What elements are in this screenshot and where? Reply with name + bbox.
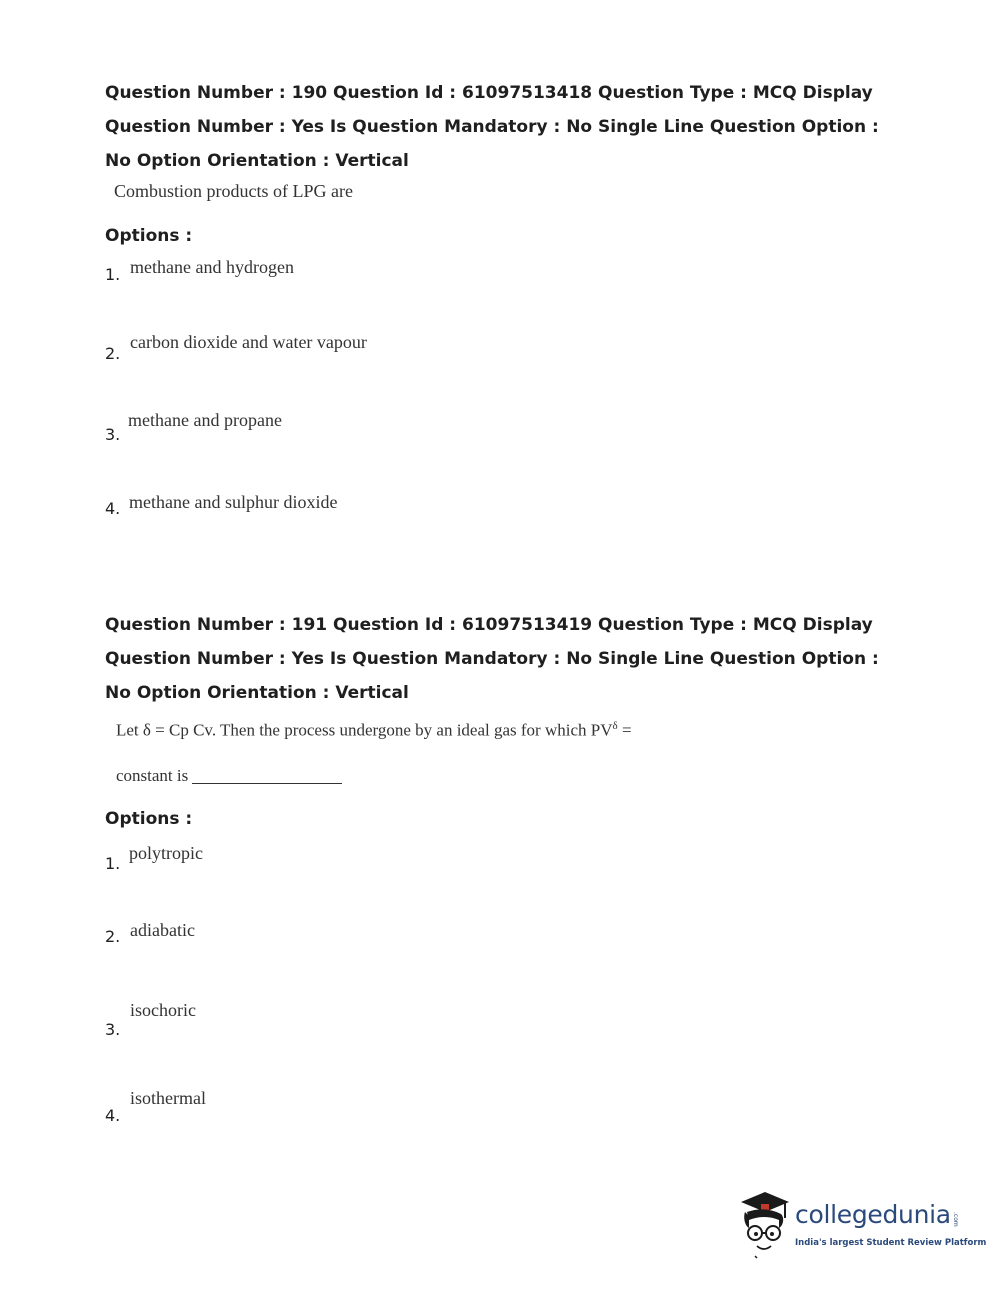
question-191-blank <box>192 782 342 784</box>
question-190-option-4-text: methane and sulphur dioxide <box>129 492 338 512</box>
question-191-option-4-number: 4. <box>105 1106 121 1125</box>
logo-wordmark: collegedunia <box>795 1200 951 1229</box>
question-191-option-4-text: isothermal <box>130 1088 206 1108</box>
question-190-option-4-number: 4. <box>105 499 121 518</box>
logo-tagline: India's largest Student Review Platform <box>795 1238 987 1248</box>
question-191-option-2-text: adiabatic <box>130 920 195 940</box>
student-mascot-icon <box>735 1188 795 1260</box>
question-191-text <box>116 720 632 741</box>
question-191-text-line1-end: = <box>617 720 632 740</box>
question-191-meta: Question Number : 191 Question Id : 61097513419 Question Type : MCQ Display Question Number : Yes Is Question Mandatory : No Single Line Question Option : No Option Orientation : Vertical <box>105 615 879 703</box>
question-191-option-1-text: polytropic <box>129 843 203 863</box>
question-190-text: Combustion products of LPG are <box>114 181 353 201</box>
collegedunia-logo <box>735 1188 987 1260</box>
question-191-options-label: Options : <box>105 809 193 829</box>
question-191-option-3-number: 3. <box>105 1020 121 1039</box>
question-191-text-continued <box>116 766 342 786</box>
question-191-option-3-text: isochoric <box>130 1000 196 1020</box>
logo-dotcom: .com <box>952 1212 959 1227</box>
question-191-text-superscript: δ <box>612 720 618 732</box>
question-190-option-3-number: 3. <box>105 425 121 444</box>
question-190-option-2-text: carbon dioxide and water vapour <box>130 332 367 352</box>
question-190-meta: Question Number : 190 Question Id : 61097513418 Question Type : MCQ Display Question Number : Yes Is Question Mandatory : No Single Line Question Option : No Option Orientation : Vertical <box>105 83 879 171</box>
question-191-text-line1: Let δ = Cp Cv. Then the process undergone by an ideal gas for which PV <box>116 720 613 740</box>
question-190-option-1-number: 1. <box>105 265 121 284</box>
question-191-option-2-number: 2. <box>105 927 121 946</box>
question-191-text-line2: constant is <box>116 766 189 785</box>
question-190-options-label: Options : <box>105 226 193 246</box>
question-191-option-1-number: 1. <box>105 854 121 873</box>
question-190-option-1-text: methane and hydrogen <box>130 257 294 277</box>
question-190-option-3-text: methane and propane <box>128 410 282 430</box>
question-190-option-2-number: 2. <box>105 344 121 363</box>
